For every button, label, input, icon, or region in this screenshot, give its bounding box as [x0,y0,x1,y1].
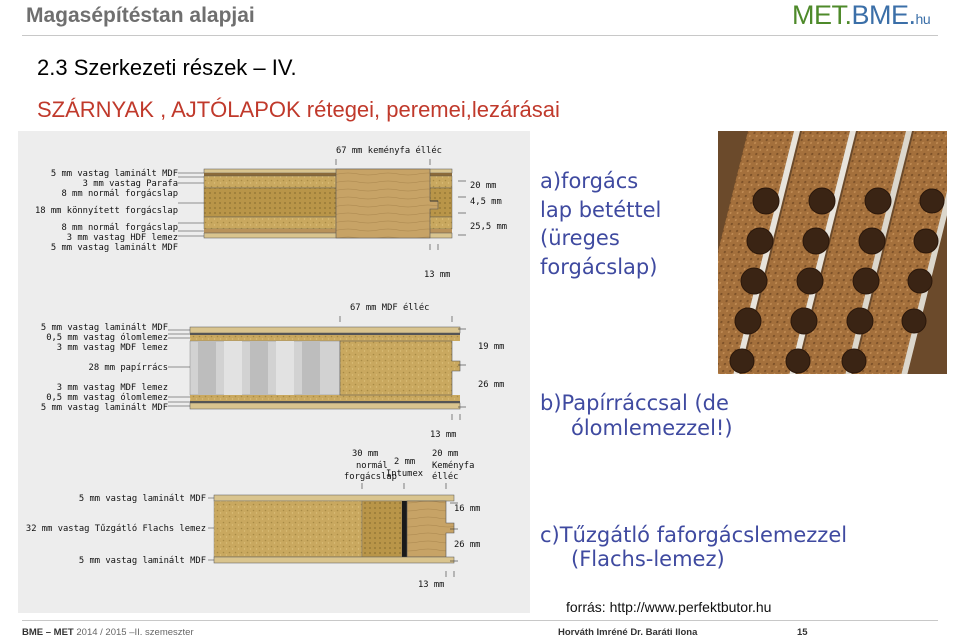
a-bottom-label: 13 mm [424,270,451,280]
a-top-label: 67 mm keményfa élléc [336,146,442,156]
caption-b-line-1: b)Papírráccsal (de [540,391,729,415]
c-top-label-8: élléc [432,472,459,482]
hollow-chipboard-photo [718,131,947,374]
page-number: 15 [797,627,808,638]
c-left-label-1: 5 mm vastag laminált MDF [78,494,206,504]
caption-c-line-1: c)Tűzgátló faforgácslemezzel [540,523,848,547]
caption-a-line-4: forgácslap) [540,254,658,279]
a-left-label-2: 3 mm vastag Parafa [82,179,178,189]
footer-dept: BME – MET [22,627,74,638]
a-left-label-4: 18 mm könnyített forgácslap [35,206,178,216]
b-left-label-4: 28 mm papírrács [88,363,168,373]
caption-a [540,167,720,281]
c-top-label-1: 30 mm [352,449,379,459]
a-left-label-1: 5 mm vastag laminált MDF [50,169,178,179]
caption-a-line-3: (üreges [540,226,620,251]
caption-a-line-1: a)forgács [540,169,639,193]
b-left-label-2: 0,5 mm vastag ólomlemez [46,333,168,343]
c-top-label-7: Keményfa [432,461,475,471]
c-top-label-6: 20 mm [432,449,459,459]
c-left-label-3: 5 mm vastag laminált MDF [78,556,206,566]
met-bme-logo [792,0,930,31]
b-left-label-5: 3 mm vastag MDF lemez [56,383,168,393]
source-note: forrás: http://www.perfektbutor.hu [566,599,772,615]
a-left-label-3: 8 mm normál forgácslap [61,189,178,199]
c-left-label-2: 32 mm vastag Tűzgátló Flachs lemez [25,524,206,534]
a-left-label-5: 8 mm normál forgácslap [61,223,178,233]
logo-hu: hu [915,11,931,27]
caption-b-line-2: ólomlemezzel!) [571,416,733,440]
c-top-label-4: 2 mm [394,457,416,467]
b-left-label-3: 3 mm vastag MDF lemez [56,343,168,353]
header-divider [22,35,938,36]
slide-subtitle: 2.3 Szerkezeti részek – IV. [37,55,297,80]
c-top-label-3: forgácslap [344,472,397,482]
footer-authors: Horváth Imréné Dr. Baráti Ilona [558,627,698,638]
footer-divider [22,620,938,621]
logo-met: MET. [792,0,852,30]
footer-semester: 2014 / 2015 –II. szemeszter [73,627,194,638]
c-right-label-1: 16 mm [454,504,481,514]
c-bottom-label: 13 mm [418,580,445,590]
c-right-label-2: 26 mm [454,540,481,550]
b-left-label-6: 0,5 mm vastag ólomlemez [46,393,168,403]
a-right-label-2: 4,5 mm [470,197,502,207]
footer-course [22,627,194,638]
a-left-label-6: 3 mm vastag HDF lemez [66,233,178,243]
b-top-label: 67 mm MDF élléc [350,303,430,313]
b-right-label-1: 19 mm [478,342,505,352]
section-c-drawing [214,495,454,563]
section-b-drawing [190,327,460,409]
b-bottom-label: 13 mm [430,430,457,440]
a-right-label-3: 25,5 mm [470,222,508,232]
caption-a-line-2: lap betéttel [540,197,662,222]
c-top-label-2: normál [356,461,388,471]
door-section-diagram [18,131,530,613]
c-top-label-5: Intumex [386,469,424,479]
section-a-drawing [204,169,452,238]
logo-bme: BME. [851,0,916,30]
a-left-label-7: 5 mm vastag laminált MDF [50,243,178,253]
a-right-label-1: 20 mm [470,181,497,191]
b-left-label-7: 5 mm vastag laminált MDF [40,403,168,413]
b-right-label-2: 26 mm [478,380,505,390]
course-title: Magasépítéstan alapjai [26,4,255,27]
slide-title: SZÁRNYAK , AJTÓLAPOK rétegei, peremei,lezárásai [37,97,560,122]
b-left-label-1: 5 mm vastag laminált MDF [40,323,168,333]
caption-c-line-2: (Flachs-lemez) [571,547,725,571]
